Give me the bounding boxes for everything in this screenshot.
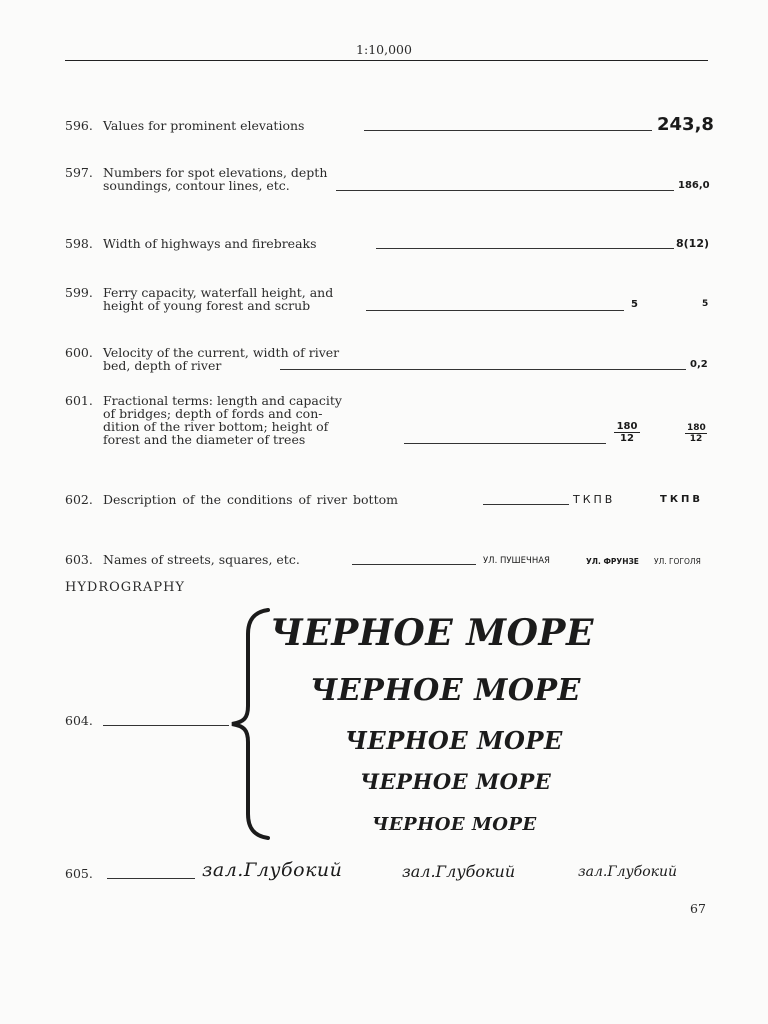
section-heading-hydrography: HYDROGRAPHY — [65, 580, 186, 595]
item-603-leader — [352, 564, 476, 565]
item-599-line-1: Ferry capacity, waterfall height, and — [103, 285, 334, 300]
item-601-fraction-2 — [685, 423, 707, 444]
item-601-fraction-2-denominator: 12 — [689, 434, 703, 444]
item-599-description — [103, 286, 333, 312]
item-600-number: 600. — [65, 345, 93, 360]
map-scale-header: 1:10,000 — [356, 42, 412, 57]
item-605-sample-2: зал.Глубокий — [402, 862, 516, 881]
item-602-sample-1: ТКПВ — [573, 493, 616, 506]
item-604-sample-2: ЧЕРНОЕ МОРЕ — [310, 673, 581, 708]
item-600-line-1: Velocity of the current, width of river — [103, 345, 340, 360]
item-602-leader — [483, 504, 569, 505]
item-601-leader — [404, 443, 606, 444]
item-601-line-4: forest and the diameter of trees — [103, 432, 306, 447]
item-601-number: 601. — [65, 393, 93, 408]
item-604-leader — [103, 725, 229, 726]
item-598-leader — [376, 248, 674, 249]
item-599-line-2: height of young forest and scrub — [103, 298, 311, 313]
item-604-sample-5: ЧЕРНОЕ МОРЕ — [372, 814, 537, 835]
item-602-number: 602. — [65, 492, 93, 507]
item-597-leader — [336, 190, 674, 191]
item-601-description — [103, 394, 342, 446]
item-601-fraction-1-numerator: 180 — [614, 421, 640, 433]
item-604-number: 604. — [65, 713, 93, 728]
item-602-sample-2: ТКПВ — [660, 494, 703, 505]
item-601-fraction-1-denominator: 12 — [620, 433, 634, 444]
item-598-description: Width of highways and firebreaks — [103, 236, 317, 251]
item-600-line-2: bed, depth of river — [103, 358, 222, 373]
item-597-sample: 186,0 — [678, 180, 710, 191]
item-597-line-2: soundings, contour lines, etc. — [103, 178, 290, 193]
item-603-sample-2: УЛ. ФРУНЗЕ — [586, 557, 639, 566]
item-597-description — [103, 166, 327, 192]
item-603-sample-3: УЛ. ГОГОЛЯ — [654, 557, 701, 566]
item-599-sample-1: 5 — [631, 299, 638, 310]
item-605-number: 605. — [65, 866, 93, 881]
item-601-line-3: dition of the river bottom; height of — [103, 419, 329, 434]
item-601-fraction-2-numerator: 180 — [687, 423, 706, 433]
item-603-number: 603. — [65, 552, 93, 567]
header-rule — [65, 60, 708, 61]
item-596-description: Values for prominent elevations — [103, 118, 305, 133]
item-599-sample-2: 5 — [702, 299, 709, 309]
item-596-sample: 243,8 — [657, 114, 714, 135]
item-605-leader — [107, 878, 195, 879]
item-605-sample-3: зал.Глубокий — [578, 864, 678, 880]
item-600-leader — [280, 369, 686, 370]
item-604-sample-3: ЧЕРНОЕ МОРЕ — [345, 726, 563, 755]
item-596-number: 596. — [65, 118, 93, 133]
item-601-fraction-1 — [614, 421, 640, 444]
item-602-description: Description of the conditions of river bottom — [103, 492, 398, 507]
item-598-number: 598. — [65, 236, 93, 251]
item-601-line-1: Fractional terms: length and capacity — [103, 393, 342, 408]
item-597-line-1: Numbers for spot elevations, depth — [103, 165, 328, 180]
item-600-sample: 0,2 — [690, 359, 708, 370]
item-603-description: Names of streets, squares, etc. — [103, 552, 300, 567]
item-601-line-2: of bridges; depth of fords and con- — [103, 406, 323, 421]
item-604-sample-1: ЧЕРНОЕ МОРЕ — [270, 612, 594, 654]
item-604-sample-4: ЧЕРНОЕ МОРЕ — [360, 769, 552, 794]
item-603-sample-1: УЛ. ПУШЕЧНАЯ — [483, 556, 550, 566]
item-599-leader — [366, 310, 624, 311]
item-599-number: 599. — [65, 285, 93, 300]
curly-brace — [228, 606, 272, 842]
item-598-sample: 8(12) — [676, 237, 710, 250]
item-605-sample-1: зал.Глубокий — [202, 859, 343, 881]
item-597-number: 597. — [65, 165, 93, 180]
page-number: 67 — [690, 901, 706, 916]
item-596-leader — [364, 130, 652, 131]
